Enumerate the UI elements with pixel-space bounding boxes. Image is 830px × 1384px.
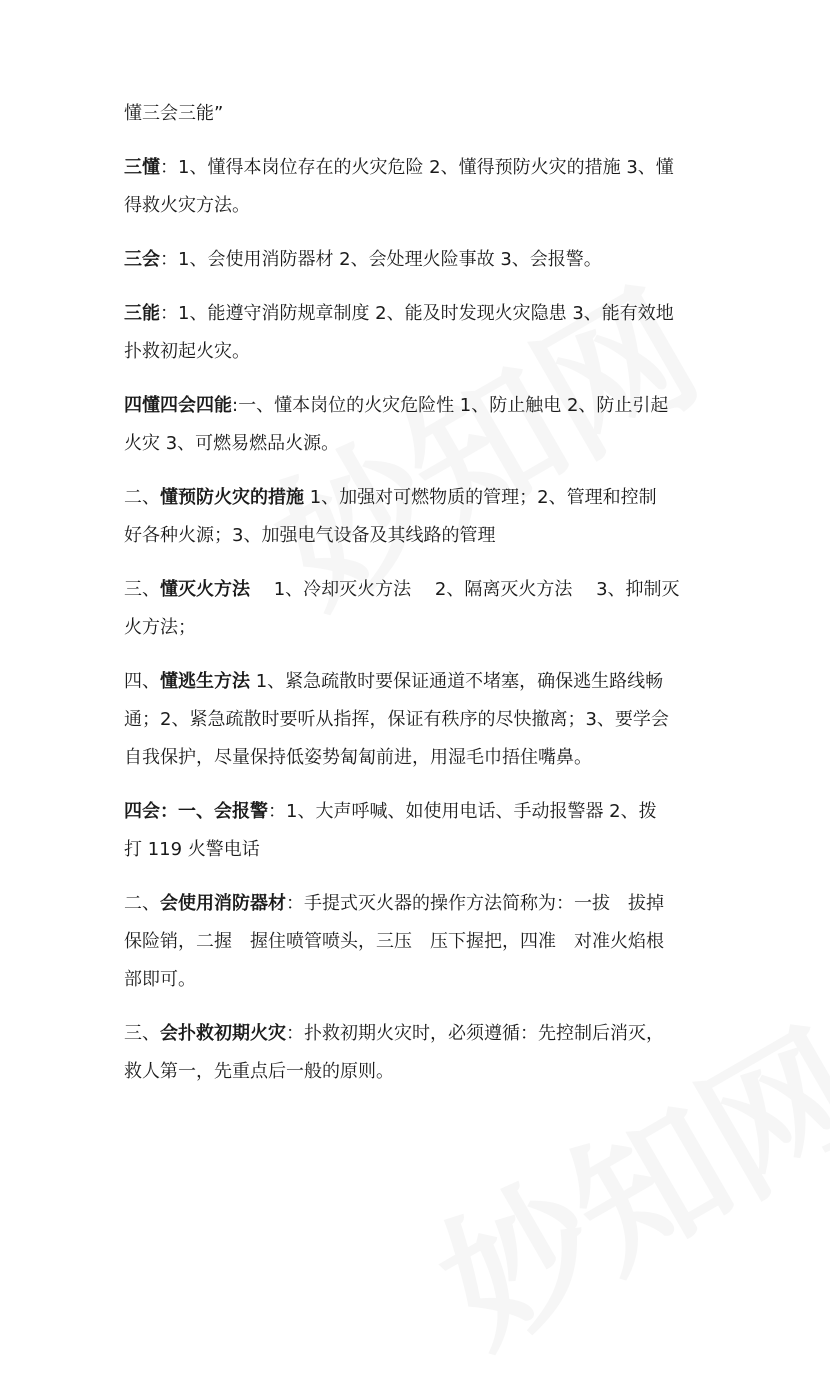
document-body xyxy=(124,95,714,1091)
paragraph-line xyxy=(124,95,714,133)
text: ：扑救初期火灾时，必须遵循：先控制后消灭， xyxy=(286,1023,664,1044)
text: 火方法； xyxy=(124,617,196,638)
paragraph-line xyxy=(124,295,714,333)
text: ：1、会使用消防器材 2、会处理火险事故 3、会报警。 xyxy=(160,249,602,270)
heading-text: 懂预防火灾的措施 xyxy=(160,487,304,508)
text: 打 119 火警电话 xyxy=(124,839,260,860)
text: 1、冷却灭火方法 2、隔离灭火方法 3、抑制灭 xyxy=(250,579,680,600)
paragraph-line xyxy=(124,831,714,869)
heading-text: 四会：一、会报警 xyxy=(124,801,268,822)
text: 1、加强对可燃物质的管理；2、管理和控制 xyxy=(304,487,657,508)
paragraph-line xyxy=(124,187,714,225)
heading-text: 懂灭火方法 xyxy=(160,579,250,600)
text: 救人第一，先重点后一般的原则。 xyxy=(124,1061,394,1082)
text: 得救火灾方法。 xyxy=(124,195,250,216)
paragraph-line xyxy=(124,793,714,831)
heading-text: 懂逃生方法 xyxy=(160,671,250,692)
heading-text: 会扑救初期火灾 xyxy=(160,1023,286,1044)
paragraph-line xyxy=(124,701,714,739)
text: ：手提式灭火器的操作方法简称为：一拔 拔掉 xyxy=(286,893,664,914)
text: ：1、懂得本岗位存在的火灾危险 2、懂得预防火灾的措施 3、懂 xyxy=(160,157,674,178)
text: 懂三会三能” xyxy=(124,103,224,124)
text: 扑救初起火灾。 xyxy=(124,341,250,362)
paragraph-line xyxy=(124,1015,714,1053)
heading-text: 三会 xyxy=(124,249,160,270)
text: 三、 xyxy=(124,1023,160,1044)
text: ：1、大声呼喊、如使用电话、手动报警器 2、拨 xyxy=(268,801,657,822)
paragraph-line xyxy=(124,479,714,517)
paragraph-line xyxy=(124,333,714,371)
heading-text: 三能 xyxy=(124,303,160,324)
paragraph-line xyxy=(124,609,714,647)
text: 二、 xyxy=(124,487,160,508)
text: 火灾 3、可燃易燃品火源。 xyxy=(124,433,340,454)
text: 自我保护，尽量保持低姿势匐匐前进，用湿毛巾捂住嘴鼻。 xyxy=(124,747,592,768)
text: 好各种火源；3、加强电气设备及其线路的管理 xyxy=(124,525,496,546)
text: 通；2、紧急疏散时要听从指挥，保证有秩序的尽快撤离；3、要学会 xyxy=(124,709,669,730)
paragraph-line xyxy=(124,241,714,279)
text: :一、懂本岗位的火灾危险性 1、防止触电 2、防止引起 xyxy=(232,395,669,416)
heading-text: 四懂四会四能 xyxy=(124,395,232,416)
text: 四、 xyxy=(124,671,160,692)
heading-text: 会使用消防器材 xyxy=(160,893,286,914)
paragraph-line xyxy=(124,571,714,609)
text: 1、紧急疏散时要保证通道不堵塞，确保逃生路线畅 xyxy=(250,671,664,692)
text: 部即可。 xyxy=(124,969,196,990)
heading-text: 三懂 xyxy=(124,157,160,178)
text: 保险销，二握 握住喷管喷头，三压 压下握把，四准 对准火焰根 xyxy=(124,931,664,952)
paragraph-line xyxy=(124,425,714,463)
paragraph-line xyxy=(124,739,714,777)
paragraph-line xyxy=(124,1053,714,1091)
text: 二、 xyxy=(124,893,160,914)
paragraph-line xyxy=(124,923,714,961)
paragraph-line xyxy=(124,885,714,923)
text: ：1、能遵守消防规章制度 2、能及时发现火灾隐患 3、能有效地 xyxy=(160,303,674,324)
paragraph-line xyxy=(124,387,714,425)
paragraph-line xyxy=(124,961,714,999)
paragraph-line xyxy=(124,663,714,701)
paragraph-line xyxy=(124,517,714,555)
paragraph-line xyxy=(124,149,714,187)
text: 三、 xyxy=(124,579,160,600)
